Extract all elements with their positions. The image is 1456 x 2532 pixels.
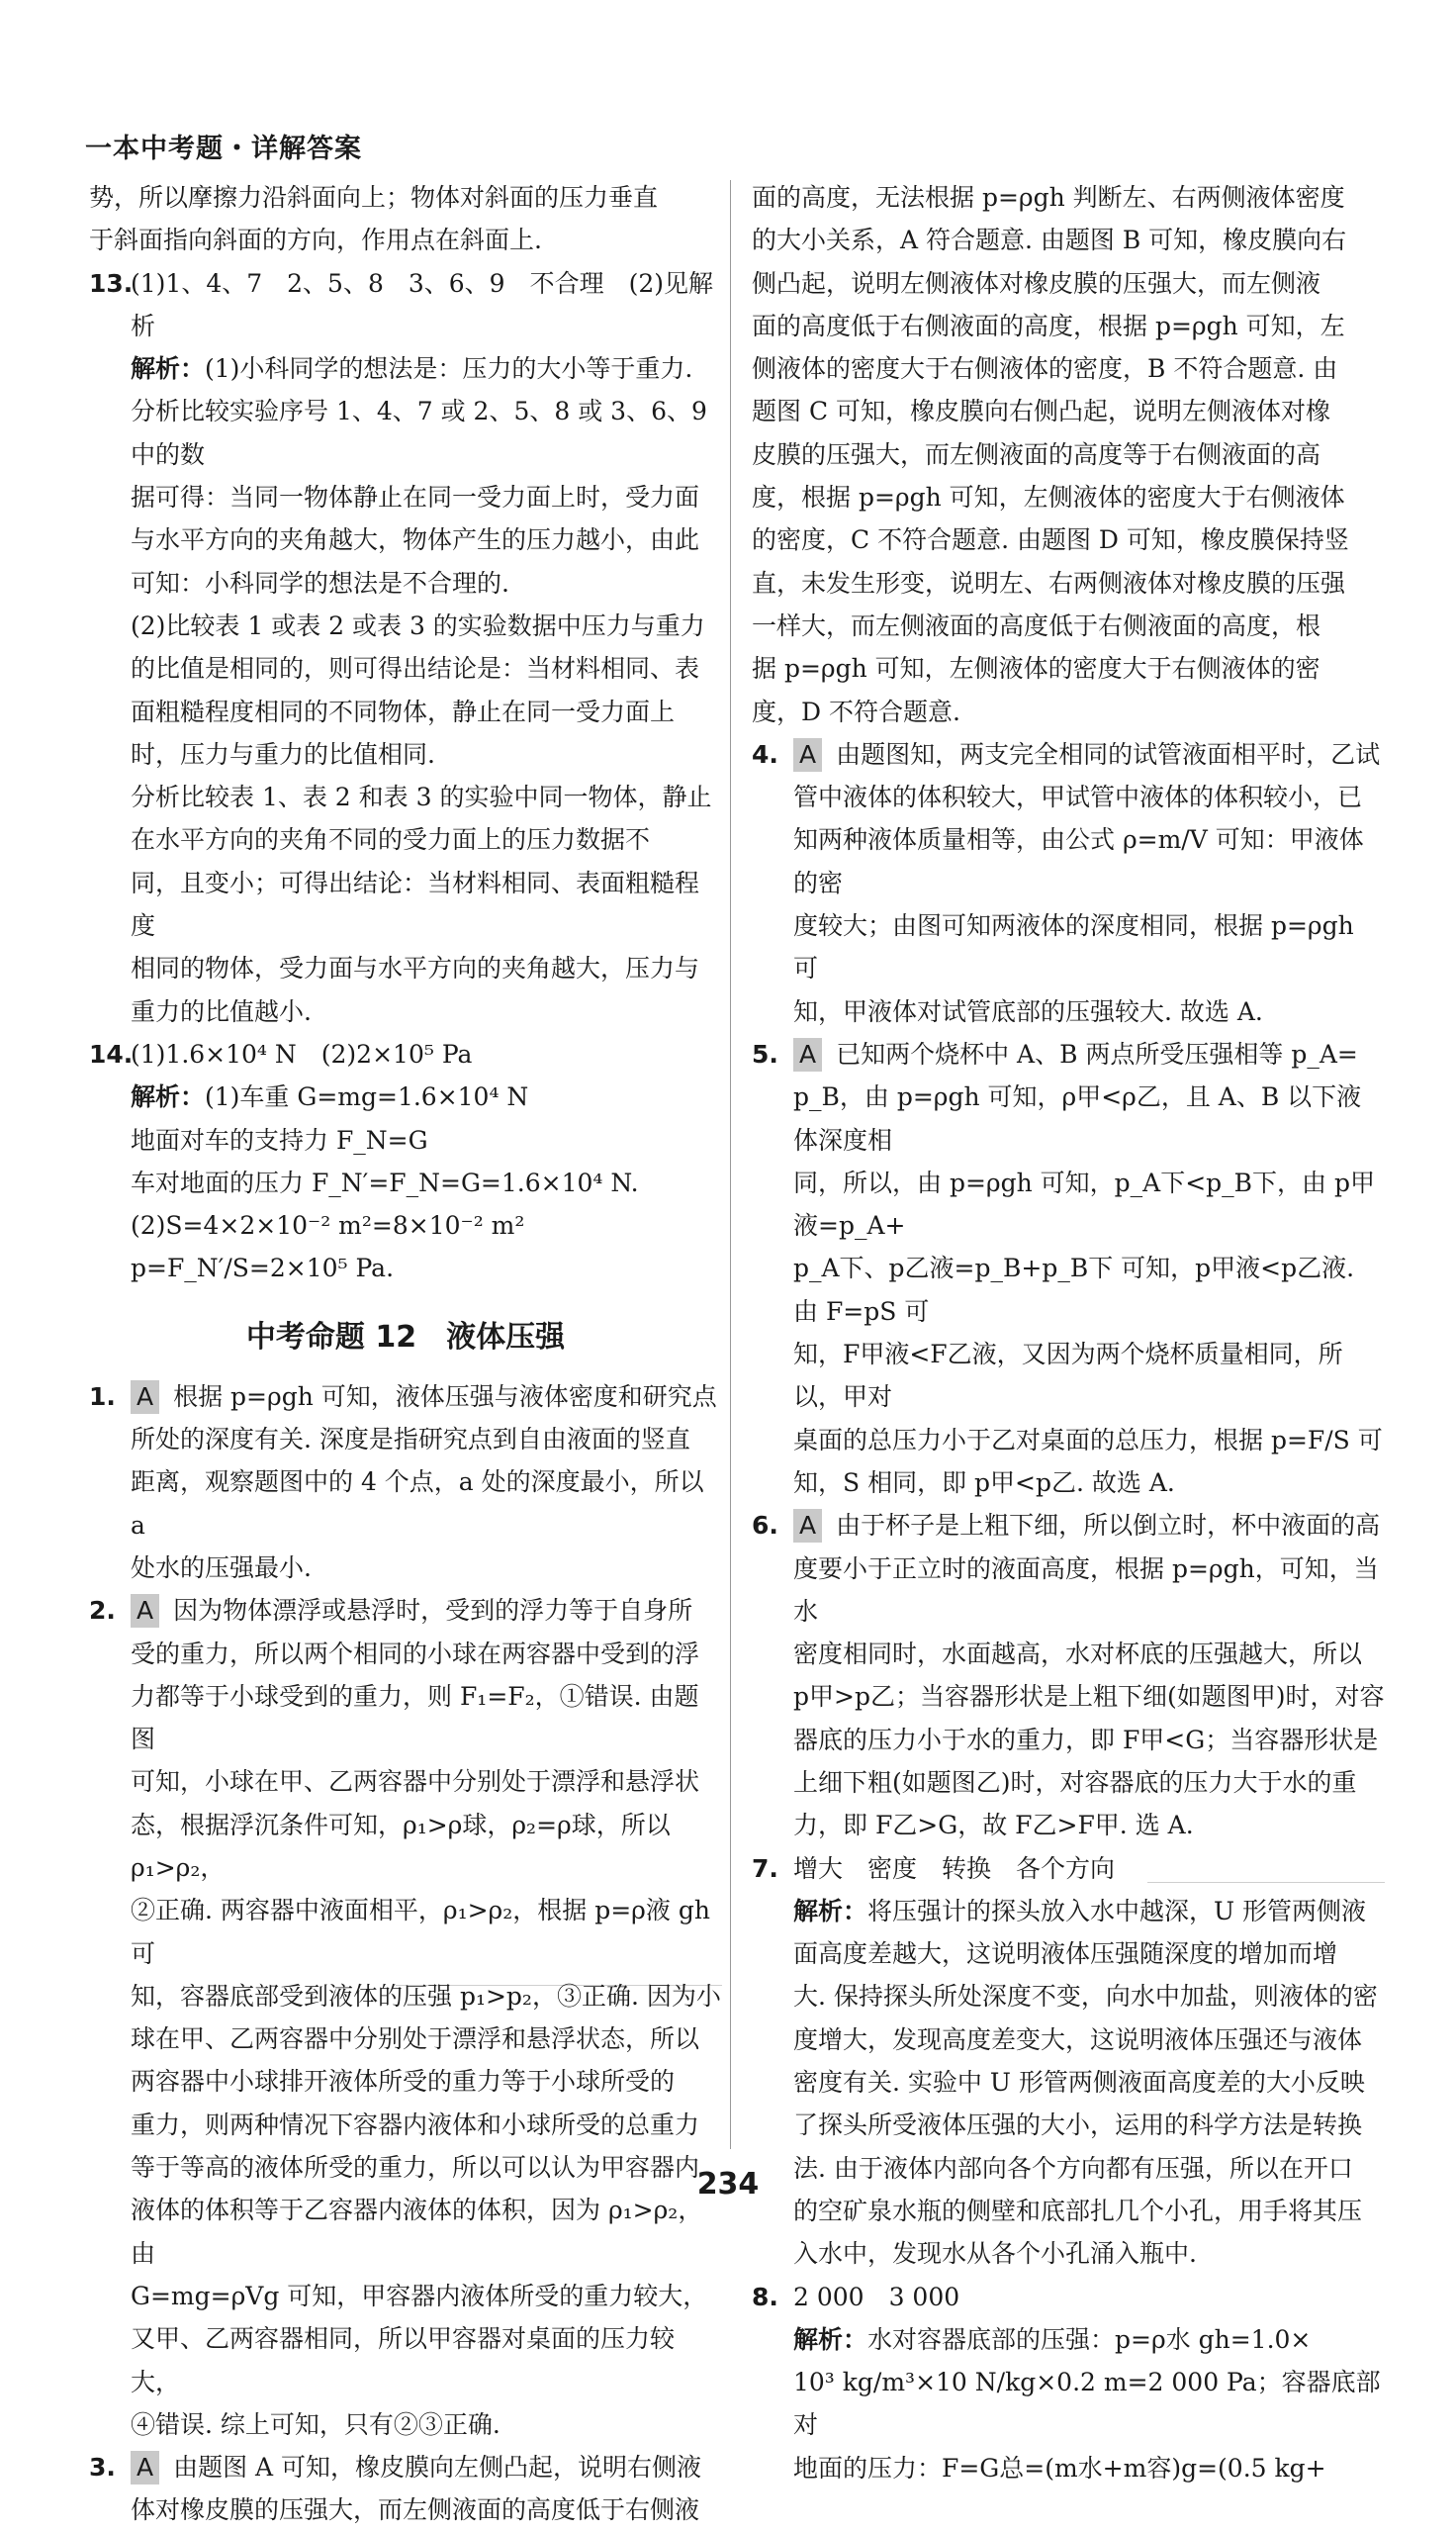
continued-text: 面的高度，无法根据 p=ρgh 判断左、右两侧液体密度 的大小关系，A 符合题意. 由题图 B 可知，橡皮膜向右 侧凸起，说明左侧液体对橡皮膜的压强大，而左侧液 面的高度低于右侧液面的高度，根据 p=ρgh 可知，左 侧液体的密度大于右侧液体的密度，B 不符合题意. 由 题图 C 可知，橡皮膜向右侧凸起，说明左侧液体对橡 皮膜的压强大，而左侧液面的高度等于右侧液面的高 度，根据 p=ρgh 可知，左侧液体的密度大于右侧液体 的密度，C 不符合题意. 由题图 D 可知，橡皮膜保持竖 直，未发生形变，说明左、右两侧液体对橡皮膜的压强 一样大，而左侧液面的高度低于右侧液面的高度，根 据 p=ρgh 可知，左侧液体的密度大于右侧液体的密 度，D 不符合题意. bbox=[752, 183, 1349, 726]
answer-line: 2 000 3 000 bbox=[793, 2282, 960, 2311]
answer-line: 增大 密度 转换 各个方向 bbox=[793, 1853, 1116, 1883]
answer-line: (1)1.6×10⁴ N (2)2×10⁵ Pa bbox=[131, 1039, 473, 1069]
answer-7: 7. 增大 密度 转换 各个方向 解析：将压强计的探头放入水中越深，U 形管两侧液 面高度差越大，这说明液体压强随深度的增加而增 大. 保持探头所处深度不变，向水中加盐，则液体的密 度增大，发现高度差变大，这说明液体压强还与液体 密度有关. 实验中 U 形管两侧液面高度差的大小反映 了探头所受液体压强的大小，运用的科学方法是转换 法. 由于液体内部向各个方向都有压强，所以在开口 的空矿泉水瓶的侧壁和底部扎几个小孔，用手将其压 入水中，发现水从各个小孔涌入瓶中. bbox=[752, 1847, 1385, 2276]
answer-line: (1)1、4、7 2、5、8 3、6、9 不合理 (2)见解析 bbox=[131, 268, 713, 340]
answer-badge: A bbox=[131, 1594, 159, 1628]
continued-text: 势，所以摩擦力沿斜面向上；物体对斜面的压力垂直 于斜面指向斜面的方向，作用点在斜面上. bbox=[89, 183, 659, 255]
section-title: 中考命题 12 液体压强 bbox=[245, 1319, 566, 1355]
answer-14: 14. (1)1.6×10⁴ N (2)2×10⁵ Pa 解析：(1)车重 G=mg=1.6×10⁴ N 地面对车的支持力 F_N=G 车对地面的压力 F_N′=F_N=G=1.6×10⁴ N. (2)S=4×2×10⁻² m²=8×10⁻² m² p=F_N′/S=2×10⁵ Pa. bbox=[89, 1033, 722, 1290]
answer-badge: A bbox=[793, 1509, 822, 1543]
answer-3: 3. A 由题图 A 可知，橡皮膜向左侧凸起，说明右侧液 体对橡皮膜的压强大，而左侧液面的高度低于右侧液 bbox=[89, 2453, 702, 2525]
answer-badge: A bbox=[793, 1038, 822, 1072]
answer-badge: A bbox=[793, 738, 822, 772]
answer-2: 2. A 因为物体漂浮或悬浮时，受到的浮力等于自身所 受的重力，所以两个相同的小球在两容器中受到的浮 力都等于小球受到的重力，则 F₁=F₂，①错误. 由题图 可知，小球在甲、乙两容器中分别处于漂浮和悬浮状 态，根据浮沉条件可知，ρ₁>ρ球，ρ₂=ρ球，所以 ρ₁>ρ₂， ②正确. 两容器中液面相平，ρ₁>ρ₂，根据 p=ρ液 gh 可 知，容器底部受到液体的压强 p₁>p₂，③正确. 因为小 球在甲、乙两容器中分别处于漂浮和悬浮状态，所以 两容器中小球排开液体所受的重力等于小球所受的 重力，则两种情况下容器内液体和小球所受的总重力 等于等高的液体所受的重力，所以可以认为甲容器内 液体的体积等于乙容器内液体的体积，因为 ρ₁>ρ₂，由 G=mg=ρVg 可知，甲容器内液体所受的重力较大， 又甲、乙两容器相同，所以甲容器对桌面的压力较大， ④错误. 综上可知，只有②③正确. bbox=[89, 1596, 721, 2439]
answer-6: 6. A 由于杯子是上粗下细，所以倒立时，杯中液面的高 度要小于正立时的液面高度，根据 p=ρgh，可知，当水 密度相同时，水面越高，水对杯底的压强越大，所以 p甲>p乙；当容器形状是上粗下细(如题图甲)时，对容 器底的压力小于水的重力，即 F甲<G；当容器形状是 上细下粗(如题图乙)时，对容器底的压力大于水的重 力，即 F乙>G，故 F乙>F甲. 选 A. bbox=[752, 1511, 1385, 1840]
column-divider bbox=[730, 180, 731, 2149]
answer-13: 13. (1)1、4、7 2、5、8 3、6、9 不合理 (2)见解析 解析：(1)小科同学的想法是：压力的大小等于重力. 分析比较实验序号 1、4、7 或 2、5、8 或 3、6、9 中的数 据可得：当同一物体静止在同一受力面上时，受力面 与水平方向的夹角越大，物体产生的压力越小，由此 可知：小科同学的想法是不合理的. (2)比较表 1 或表 2 或表 3 的实验数据中压力与重力 的比值是相同的，则可得出结论是：当材料相同、表 面粗糙程度相同的不同物体，静止在同一受力面上 时，压力与重力的比值相同. 分析比较表 1、表 2 和表 3 的实验中同一物体，静止 在水平方向的夹角不同的受力面上的压力数据不 同，且变小；可得出结论：当材料相同、表面粗糙程度 相同的物体，受力面与水平方向的夹角越大，压力与 重力的比值越小. bbox=[89, 262, 722, 1033]
answer-badge: A bbox=[131, 2451, 159, 2485]
right-column bbox=[752, 176, 1385, 2489]
page-number: 234 bbox=[696, 2167, 760, 2202]
answer-8: 8. 2 000 3 000 解析：水对容器底部的压强：p=ρ水 gh=1.0× 10³ kg/m³×10 N/kg×0.2 m=2 000 Pa；容器底部对 地面的压力：F=G总=(m水+m容)g=(0.5 kg+ bbox=[752, 2276, 1385, 2489]
answer-4: 4. A 由题图知，两支完全相同的试管液面相平时，乙试 管中液体的体积较大，甲试管中液体的体积较小，已 知两种液体质量相等，由公式 ρ=m/V 可知：甲液体的密 度较大；由图可知两液体的深度相同，根据 p=ρgh 可 知，甲液体对试管底部的压强较大. 故选 A. bbox=[752, 739, 1381, 1026]
answer-1: 1. A 根据 p=ρgh 可知，液体压强与液体密度和研究点 所处的深度有关. 深度是指研究点到自由液面的竖直 距离，观察题图中的 4 个点，a 处的深度最小，所以 a 处水的压强最小. bbox=[89, 1381, 717, 1582]
page-header: 一本中考题・详解答案 bbox=[85, 134, 362, 164]
answer-badge: A bbox=[131, 1380, 159, 1414]
answer-5: 5. A 已知两个烧杯中 A、B 两点所受压强相等 p_A= p_B，由 p=ρgh 可知，ρ甲<ρ乙，且 A、B 以下液体深度相 同，所以，由 p=ρgh 可知，p_A下<p_B下，由 p甲液=p_A+ p_A下、p乙液=p_B+p_B下 可知，p甲液<p乙液. 由 F=pS 可 知，F甲液<F乙液，又因为两个烧杯质量相同，所以，甲对 桌面的总压力小于乙对桌面的总压力，根据 p=F/S 可 知，S 相同，即 p甲<p乙. 故选 A. bbox=[752, 1039, 1383, 1497]
